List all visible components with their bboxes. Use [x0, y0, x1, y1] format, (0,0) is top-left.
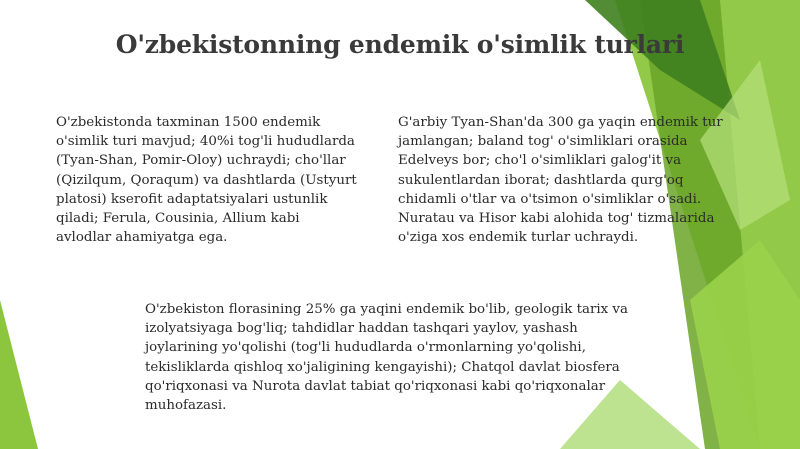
- paragraph-bottom: O'zbekiston florasining 25% ga yaqini endemik bo'lib, geologik tarix va izolyatsiyaga bog'liq; tahdidlar haddan tashqari yaylov, yashash joylarining yo'qolishi (tog'li hududlarda o'rmonlarning yo'qolishi, tekisliklarda qishloq xo'jaligining kengayishi); Chatqol davlat biosfera qo'riqxonasi va Nurota davlat tabiat qo'riqxonasi kabi qo'riqxonalar muhofazasi.: [145, 302, 628, 414]
- bottom-left-wedge: [0, 300, 38, 449]
- paragraph-left: O'zbekistonda taxminan 1500 endemik o'simlik turi mavjud; 40%i tog'li hududlarda (Tyan-Shan, Pomir-Oloy) uchraydi; cho'llar (Qizilqum, Qoraqum) va dashtlarda (Ustyurt platosi) kserofit adaptatsiyalari ustunlik qiladi; Ferula, Cousinia, Allium kabi avlodlar ahamiyatga ega.: [56, 115, 357, 246]
- slide-title: O'zbekistonning endemik o'simlik turlari: [115, 30, 685, 59]
- paragraph-right: G'arbiy Tyan-Shan'da 300 ga yaqin endemik tur jamlangan; baland tog' o'simliklari orasida Edelveys bor; cho'l o'simliklari galog'it va sukulentlardan iborat; dashtlarda qurg'oq chidamli o'tlar va o'tsimon o'simliklar o'sadi. Nuratau va Hisor kabi alohida tog' tizmalarida o'ziga xos endemik turlar uchraydi.: [398, 115, 723, 246]
